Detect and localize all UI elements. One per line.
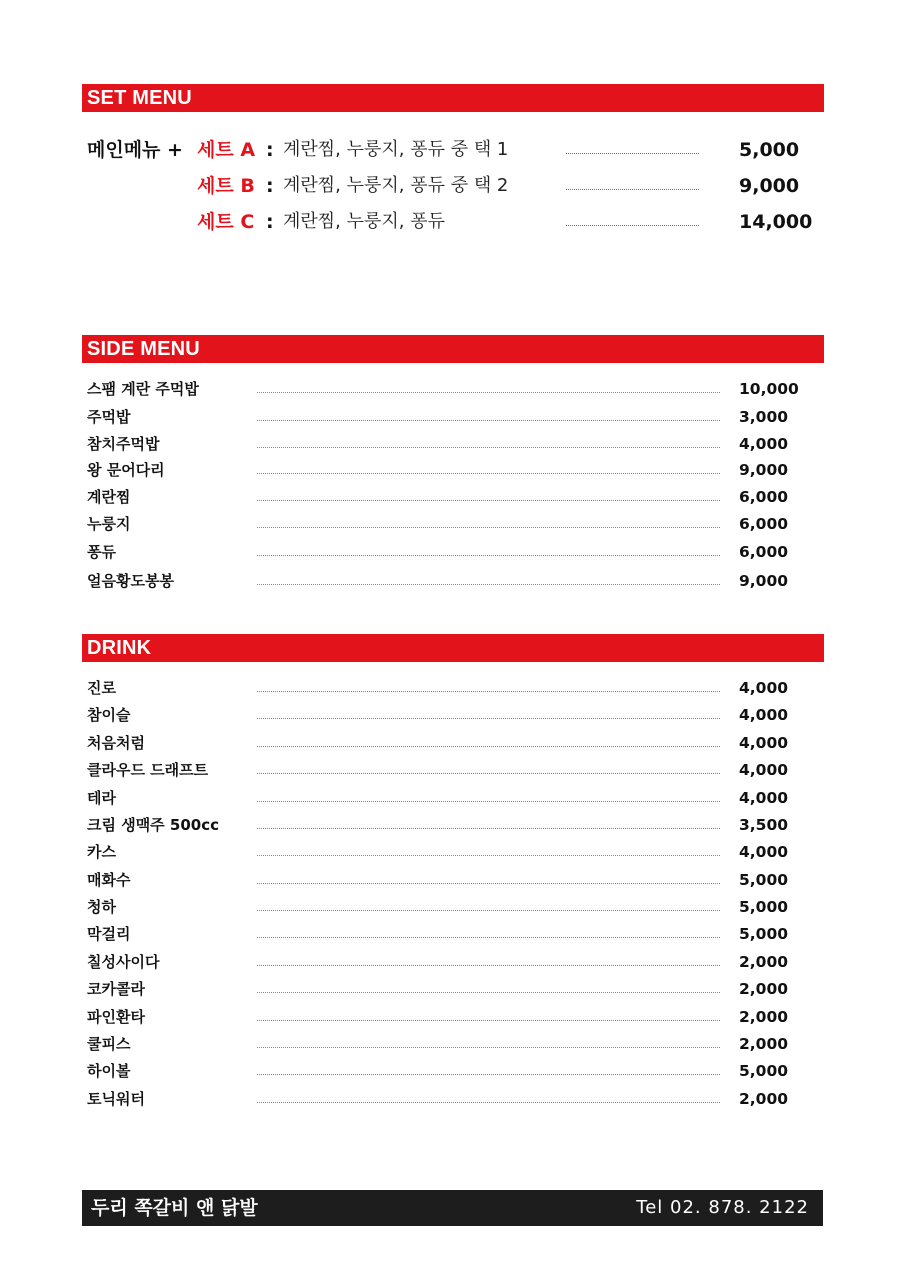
item-price: 4,000: [739, 843, 789, 861]
item-name: 왕 문어다리: [87, 461, 165, 479]
set-menu-row-b: [0, 171, 905, 201]
drink-header: DRINK: [82, 634, 824, 662]
item-price: 2,000: [739, 1035, 789, 1053]
item-name: 주먹밥: [87, 408, 131, 426]
item-name: 카스: [87, 843, 116, 861]
set-price: 14,000: [739, 211, 813, 233]
dotted-leader: [257, 910, 720, 911]
item-name: 처음처럼: [87, 734, 145, 752]
footer-bar: [82, 1190, 823, 1226]
dotted-leader: [566, 153, 699, 154]
dotted-leader: [257, 828, 720, 829]
item-price: 9,000: [739, 572, 789, 590]
set-label: 세트 C: [197, 211, 255, 233]
dotted-leader: [257, 691, 720, 692]
item-name: 파인환타: [87, 1008, 145, 1026]
set-description: 계란찜, 누룽지, 퐁듀 중 택 1: [283, 139, 509, 160]
dotted-leader: [257, 555, 720, 556]
list-item: [0, 1032, 905, 1056]
set-menu-row-a: [0, 135, 905, 165]
set-description: 계란찜, 누룽지, 퐁듀: [283, 211, 445, 232]
dotted-leader: [566, 189, 699, 190]
dotted-leader: [257, 527, 720, 528]
list-item: [0, 786, 905, 810]
set-colon: :: [266, 175, 274, 197]
dotted-leader: [257, 937, 720, 938]
list-item: [0, 758, 905, 782]
dotted-leader: [257, 584, 720, 585]
item-price: 9,000: [739, 461, 789, 479]
item-name: 청하: [87, 898, 116, 916]
item-price: 4,000: [739, 789, 789, 807]
item-name: 칠성사이다: [87, 953, 160, 971]
list-item: [0, 1087, 905, 1111]
list-item: [0, 922, 905, 946]
dotted-leader: [257, 855, 720, 856]
item-name: 코카콜라: [87, 980, 145, 998]
dotted-leader: [257, 883, 720, 884]
item-price: 6,000: [739, 488, 789, 506]
item-price: 4,000: [739, 761, 789, 779]
item-price: 5,000: [739, 898, 789, 916]
item-price: 3,500: [739, 816, 789, 834]
dotted-leader: [257, 1102, 720, 1103]
list-item: [0, 676, 905, 700]
list-item: [0, 813, 905, 837]
list-item: [0, 950, 905, 974]
set-colon: :: [266, 211, 274, 233]
set-menu-row-c: [0, 207, 905, 237]
list-item: [0, 1059, 905, 1083]
item-name: 매화수: [87, 871, 131, 889]
item-price: 6,000: [739, 515, 789, 533]
list-item: [0, 485, 905, 509]
item-name: 하이볼: [87, 1062, 131, 1080]
item-price: 2,000: [739, 980, 789, 998]
item-name: 막걸리: [87, 925, 131, 943]
item-name: 참이슬: [87, 706, 131, 724]
dotted-leader: [257, 1020, 720, 1021]
side-menu-header: SIDE MENU: [82, 335, 824, 363]
item-price: 4,000: [739, 734, 789, 752]
dotted-leader: [257, 801, 720, 802]
list-item: [0, 1005, 905, 1029]
list-item: [0, 432, 905, 456]
list-item: [0, 895, 905, 919]
item-price: 5,000: [739, 1062, 789, 1080]
item-price: 4,000: [739, 679, 789, 697]
dotted-leader: [257, 718, 720, 719]
item-price: 5,000: [739, 925, 789, 943]
set-price: 5,000: [739, 139, 800, 161]
item-name: 퐁듀: [87, 543, 116, 561]
list-item: [0, 540, 905, 564]
item-price: 4,000: [739, 435, 789, 453]
item-price: 5,000: [739, 871, 789, 889]
dotted-leader: [566, 225, 699, 226]
set-description: 계란찜, 누룽지, 퐁듀 중 택 2: [283, 175, 509, 196]
dotted-leader: [257, 746, 720, 747]
dotted-leader: [257, 500, 720, 501]
item-price: 2,000: [739, 1008, 789, 1026]
list-item: [0, 703, 905, 727]
set-label: 세트 B: [197, 175, 255, 197]
dotted-leader: [257, 773, 720, 774]
item-price: 3,000: [739, 408, 789, 426]
list-item: [0, 977, 905, 1001]
restaurant-name: 두리 쪽갈비 앤 닭발: [91, 1197, 258, 1219]
item-name: 크림 생맥주 500cc: [87, 816, 219, 834]
list-item: [0, 405, 905, 429]
item-name: 토닉워터: [87, 1090, 145, 1108]
item-name: 얼음황도봉봉: [87, 572, 174, 590]
item-price: 2,000: [739, 1090, 789, 1108]
item-name: 참치주먹밥: [87, 435, 160, 453]
item-name: 진로: [87, 679, 116, 697]
dotted-leader: [257, 392, 720, 393]
dotted-leader: [257, 1074, 720, 1075]
set-menu-header: SET MENU: [82, 84, 824, 112]
set-colon: :: [266, 139, 274, 161]
item-price: 2,000: [739, 953, 789, 971]
list-item: [0, 569, 905, 593]
list-item: [0, 377, 905, 401]
main-menu-plus-label: 메인메뉴 +: [87, 139, 183, 161]
dotted-leader: [257, 473, 720, 474]
list-item: [0, 458, 905, 482]
phone-number: Tel 02. 878. 2122: [636, 1197, 809, 1218]
set-label: 세트 A: [197, 139, 256, 161]
dotted-leader: [257, 1047, 720, 1048]
list-item: [0, 840, 905, 864]
item-price: 10,000: [739, 380, 799, 398]
item-name: 누룽지: [87, 515, 131, 533]
item-price: 4,000: [739, 706, 789, 724]
item-price: 6,000: [739, 543, 789, 561]
list-item: [0, 731, 905, 755]
list-item: [0, 868, 905, 892]
item-name: 쿨피스: [87, 1035, 131, 1053]
dotted-leader: [257, 965, 720, 966]
dotted-leader: [257, 447, 720, 448]
item-name: 테라: [87, 789, 116, 807]
set-price: 9,000: [739, 175, 800, 197]
dotted-leader: [257, 420, 720, 421]
item-name: 클라우드 드래프트: [87, 761, 209, 779]
item-name: 계란찜: [87, 488, 131, 506]
dotted-leader: [257, 992, 720, 993]
list-item: [0, 512, 905, 536]
item-name: 스팸 계란 주먹밥: [87, 380, 199, 398]
